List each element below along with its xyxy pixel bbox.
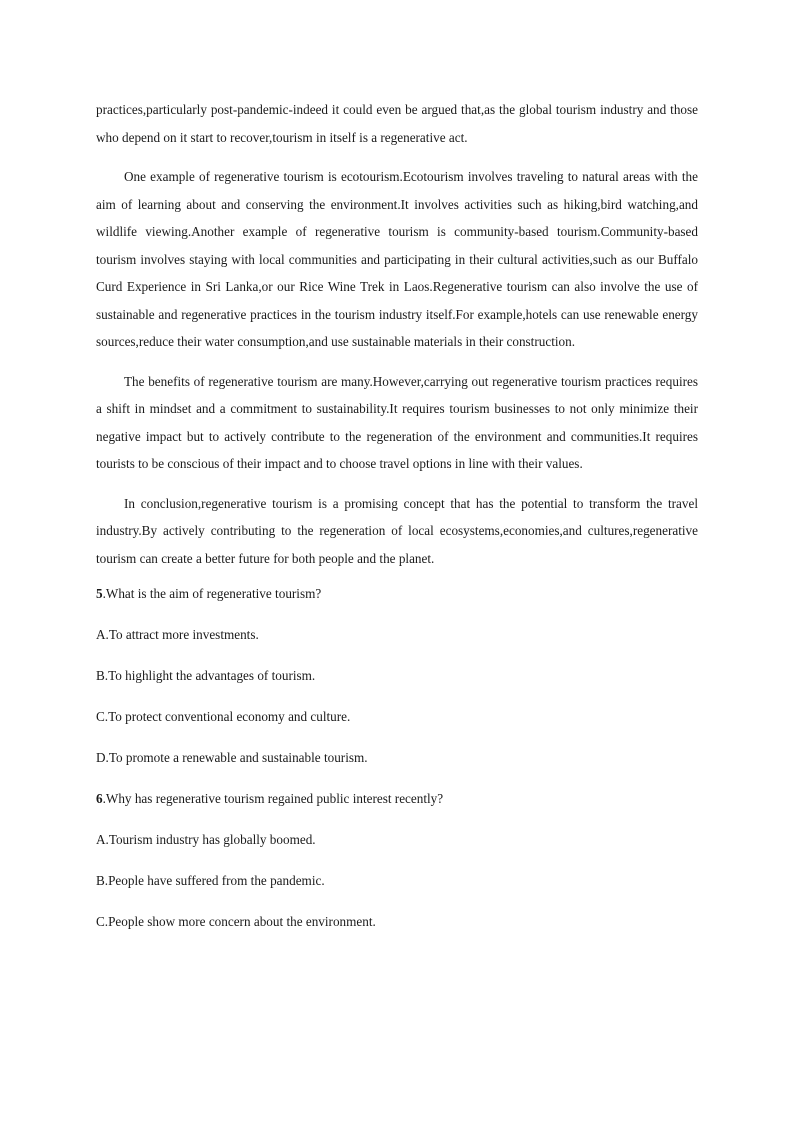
question-5-number: 5 [96, 586, 103, 601]
passage-paragraph-2: One example of regenerative tourism is ecotourism.Ecotourism involves traveling to natural areas with the aim of learning about and conserving the environment.It involves activities such as hiking,bird watching,and wildlife viewing.Another example of regenerative tourism is community-based tourism.Community-based tourism involves staying with local communities and participating in their cultural activities,such as our Buffalo Curd Experience in Sri Lanka,or our Rice Wine Trek in Laos.Regenerative tourism can also involve the use of sustainable and regenerative practices in the tourism industry itself.For example,hotels can use renewable energy sources,reduce their water consumption,and use sustainable materials in their construction. [96, 169, 698, 349]
question-5-text: .What is the aim of regenerative tourism? [102, 586, 322, 601]
question-5-option-c: C.To protect conventional economy and culture. [96, 709, 351, 724]
question-6-option-a: A.Tourism industry has globally boomed. [96, 832, 316, 847]
passage-paragraph-1: practices,particularly post-pandemic-indeed it could even be argued that,as the global tourism industry and those who depend on it start to recover,tourism in itself is a regenerative act. [96, 102, 698, 145]
question-5-option-a: A.To attract more investments. [96, 627, 259, 642]
question-6-option-c: C.People show more concern about the environment. [96, 914, 376, 929]
passage-paragraph-4: In conclusion,regenerative tourism is a promising concept that has the potential to transform the travel industry.By actively contributing to the regeneration of local ecosystems,economies,and cultures,regenerative tourism can create a better future for both people and the planet. [96, 495, 698, 566]
question-6-number: 6 [96, 791, 103, 806]
question-5 [96, 584, 698, 604]
passage-paragraph-3: The benefits of regenerative tourism are many.However,carrying out regenerative tourism practices requires a shift in mindset and a commitment to sustainability.It requires tourism businesses to not only minimize their negative impact but to actively contribute to the regeneration of the environment and communities.It requires tourists to be conscious of their impact and to choose travel options in line with their values. [96, 373, 698, 471]
question-5-option-b: B.To highlight the advantages of tourism. [96, 668, 316, 683]
question-6 [96, 789, 698, 809]
question-5-option-d: D.To promote a renewable and sustainable tourism. [96, 750, 368, 765]
document-page [96, 96, 698, 953]
question-6-option-b: B.People have suffered from the pandemic. [96, 873, 325, 888]
question-6-text: .Why has regenerative tourism regained public interest recently? [102, 791, 444, 806]
